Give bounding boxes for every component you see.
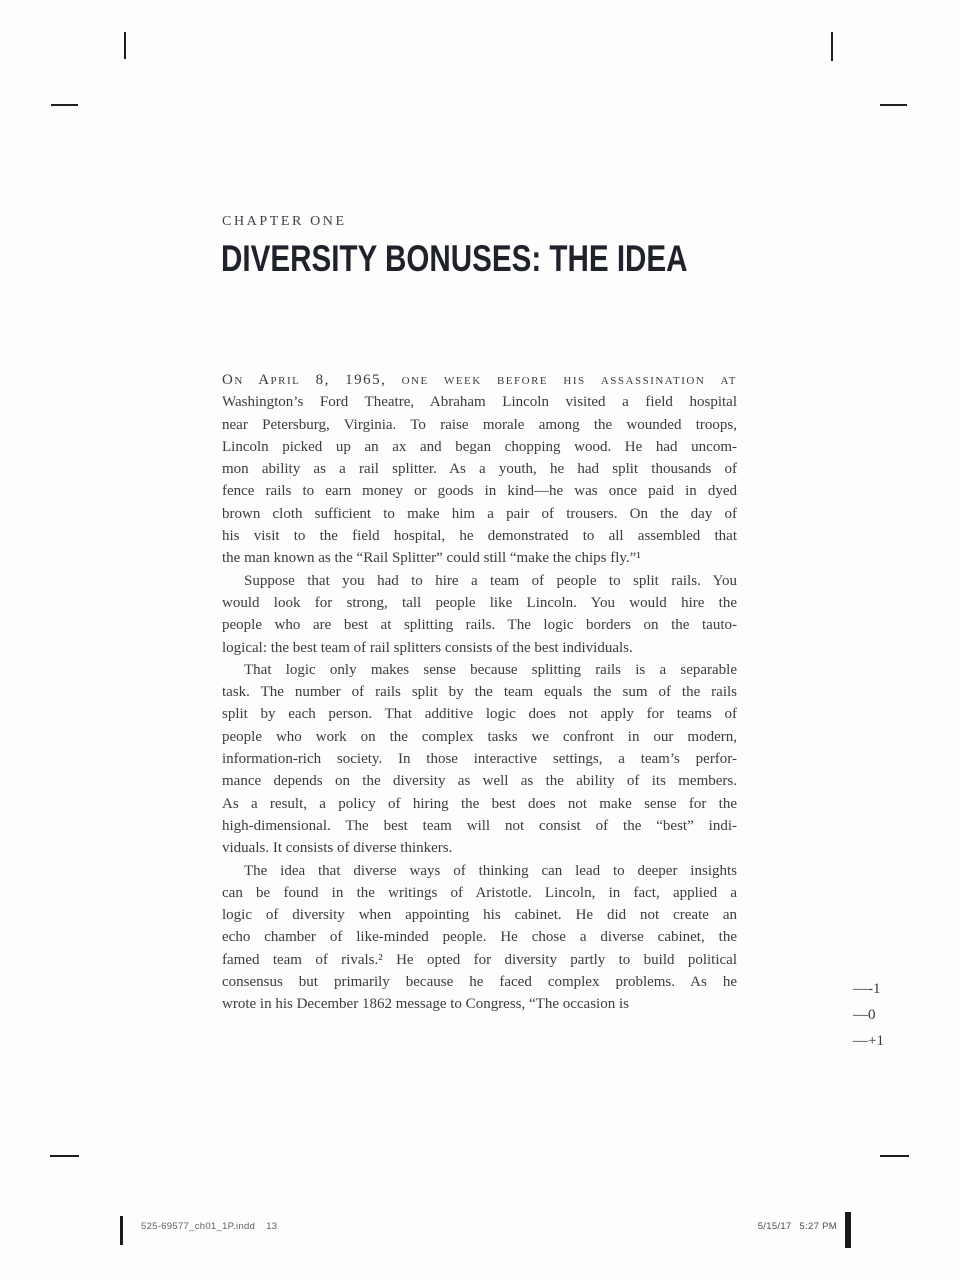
text-line: famed team of rivals.² He opted for diversity partly to build political	[222, 951, 737, 968]
text-line: logic of diversity when appointing his cabinet. He did not create an	[222, 907, 737, 924]
text-line: echo chamber of like-minded people. He chose a diverse cabinet, the	[222, 929, 737, 946]
crop-mark-bottom-left-horizontal	[50, 1155, 79, 1157]
margin-marks	[853, 977, 884, 1054]
footer-file-slug	[141, 1221, 277, 1232]
crop-mark-left-horizontal	[51, 104, 78, 106]
paragraph	[222, 659, 737, 860]
text-line: mance depends on the diversity as well as the ability of its members.	[222, 773, 737, 790]
crop-mark-right-horizontal	[880, 104, 907, 106]
text-line: people who are best at splitting rails. The logic borders on the tauto-	[222, 617, 737, 634]
margin-mark: —0	[853, 1006, 876, 1023]
text-line: consensus but primarily because he faced complex problems. As he	[222, 974, 737, 991]
text-line: would look for strong, tall people like Lincoln. You would hire the	[222, 594, 737, 611]
footer-date: 5/15/17	[757, 1221, 792, 1232]
text-line: As a result, a policy of hiring the best does not make sense for the	[222, 795, 737, 812]
footer-left-registration-bar	[120, 1216, 123, 1245]
footer-time: 5:27 PM	[799, 1221, 837, 1232]
text-line: Washington’s Ford Theatre, Abraham Lincoln visited a field hospital	[222, 394, 737, 411]
text-line: mon ability as a rail splitter. As a youth, he had split thousands of	[222, 461, 737, 478]
chapter-label: CHAPTER ONE	[222, 214, 347, 229]
text-line: can be found in the writings of Aristotle. Lincoln, in fact, applied a	[222, 884, 737, 901]
text-line: high-dimensional. The best team will not consist of the “best” indi-	[222, 817, 737, 834]
text-line: the man known as the “Rail Splitter” could still “make the chips fly.”¹	[222, 550, 641, 567]
text-line: wrote in his December 1862 message to Congress, “The occasion is	[222, 996, 629, 1013]
text-line: Suppose that you had to hire a team of people to split rails. You	[244, 572, 737, 589]
margin-mark: —-1	[853, 981, 881, 997]
text-line: task. The number of rails split by the team equals the sum of the rails	[222, 684, 737, 701]
footer-page-number: 13	[266, 1221, 278, 1232]
paragraph	[222, 369, 737, 570]
text-line: On April 8, 1965, one week before his assassination at	[222, 372, 737, 388]
text-line: Lincoln picked up an ax and began chopping wood. He had uncom-	[222, 438, 737, 455]
text-line: split by each person. That additive logic does not apply for teams of	[222, 706, 737, 723]
text-line: logical: the best team of rail splitters consists of the best individuals.	[222, 639, 633, 656]
text-line: fence rails to earn money or goods in kind—he was once paid in dyed	[222, 483, 737, 500]
paragraph	[222, 860, 737, 1016]
margin-mark: —+1	[853, 1032, 884, 1049]
crop-mark-top-left-vertical	[124, 32, 126, 59]
page-title: DIVERSITY BONUSES: THE IDEA	[221, 238, 688, 279]
crop-mark-top-right-vertical	[831, 32, 833, 61]
paragraph	[222, 570, 737, 659]
body-text	[222, 369, 737, 1016]
text-line: The idea that diverse ways of thinking can lead to deeper insights	[244, 862, 737, 879]
text-line: near Petersburg, Virginia. To raise morale among the wounded troops,	[222, 416, 737, 433]
text-line: That logic only makes sense because splitting rails is a separable	[244, 661, 737, 678]
text-line: people who work on the complex tasks we confront in our modern,	[222, 728, 737, 745]
text-line: viduals. It consists of diverse thinkers.	[222, 840, 453, 857]
footer-right-registration-bar	[845, 1212, 851, 1248]
footer-filename: 525-69577_ch01_1P.indd	[141, 1221, 256, 1232]
text-line: information-rich society. In those interactive settings, a team’s perfor-	[222, 751, 737, 768]
crop-mark-bottom-right-horizontal	[880, 1155, 909, 1157]
footer-timestamp	[700, 1221, 837, 1232]
text-line: brown cloth sufficient to make him a pair of trousers. On the day of	[222, 505, 737, 522]
text-line: his visit to the field hospital, he demonstrated to all assembled that	[222, 528, 737, 545]
